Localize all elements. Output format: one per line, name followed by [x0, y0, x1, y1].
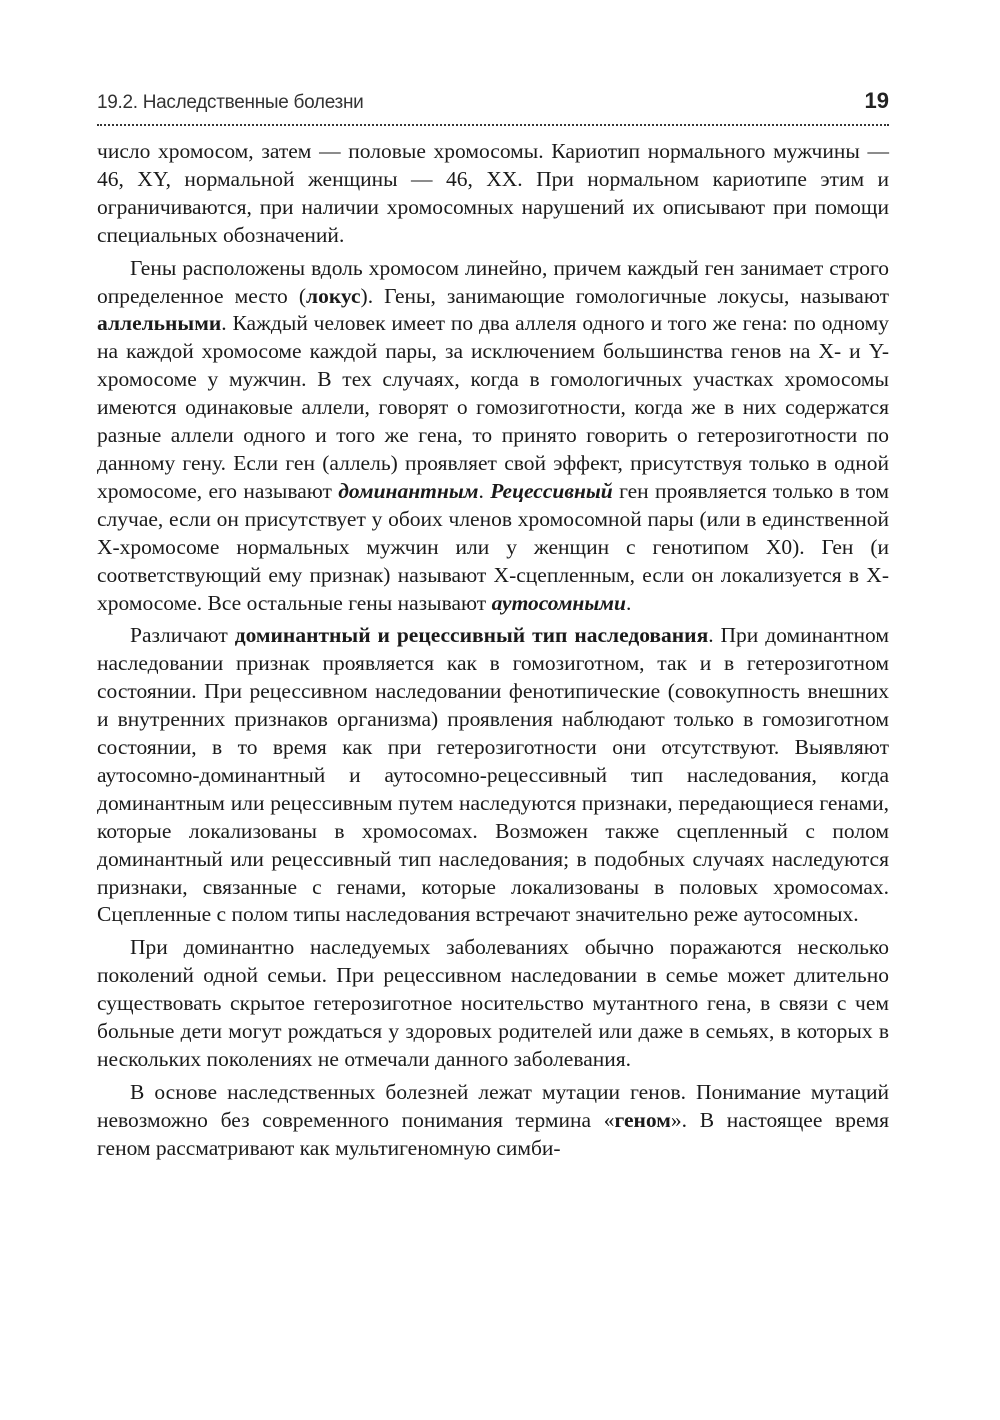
paragraph-text: ген проявляется только в том случае, если он присутствует у обоих членов хромосомной пары (или в единственной X-хромосоме нормальных мужчин или у женщин с генотипом X0). Ген (и соответствующий ему признак) называют X-сцепленным, если он локализуется в X-хромосоме. Все остальные гены называют [97, 478, 889, 615]
paragraph-3 [97, 622, 889, 929]
paragraph-4 [97, 934, 889, 1074]
paragraph-5 [97, 1079, 889, 1163]
paragraph-text: . При доминантном наследовании признак проявляется как в гомозиготном, так и в гетерозиготном состоянии. При рецессивном наследовании фенотипические (совокупность внешних и внутренних признаков организма) проявления наблюдают только в гомозиготном состоянии, в то время как при гетерозиготности они отсутствуют. Выявляют аутосомно-доминантный и аутосомно-рецессивный тип наследования, когда доминантным или рецессивным путем наследуются признаки, передающиеся генами, которые локализованы в хромосомах. Возможен также сцепленный с полом доминантный или рецессивный тип наследования; в подобных случаях наследуются признаки, связанные с генами, которые локализованы в половых хромосомах. Сцепленные с полом типы наследования встречают значительно реже аутосомных. [97, 623, 889, 927]
term-dominant: доминантным [338, 478, 479, 503]
paragraph-text: ). Гены, занимающие гомологичные локусы, называют [360, 283, 889, 308]
paragraph-text: При доминантно наследуемых заболеваниях обычно поражаются несколько поколений одной семьи. При рецессивном наследовании в семье может длительно существовать скрытое гетерозиготное носительство мутантного гена, в связи с чем больные дети могут рождаться у здоровых родителей или даже в семьях, в которых в нескольких поколениях не отмечали данного заболевания. [97, 935, 889, 1071]
term-allelic: аллельными [97, 311, 222, 336]
paragraph-text: ». В настоящее время геном рассматривают как мультигеномную симби- [97, 1107, 890, 1160]
term-locus: локус [306, 283, 361, 308]
running-header [97, 88, 889, 126]
paragraph-text: Гены расположены вдоль хромосом линейно, причем каждый ген занимает строго определенное место ( [97, 255, 889, 308]
section-title: 19.2. Наследственные болезни [97, 92, 364, 113]
paragraph-text: число хромосом, затем — половые хромосомы. Кариотип нормального мужчины — 46, XY, нормальной женщины — 46, XX. При нормальном кариотипе этим и ограничиваются, при наличии хромосомных нарушений их описывают при помощи специальных обозначений. [97, 139, 889, 247]
paragraph-text: . Каждый человек имеет по два аллеля одного и того же гена: по одному на каждой хромосоме каждой пары, за исключением большинства генов на X- и Y-хромосоме у мужчин. В тех случаях, когда в гомологичных участках хромосомы имеются одинаковые аллели, говорят о гомозиготности, когда же в них содержатся разные аллели одного и того же гена, то принято говорить о гетерозиготности по данному гену. Если ген (аллель) проявляет свой эффект, присутствуя только в одной хромосоме, его называют [97, 311, 889, 503]
paragraph-2 [97, 255, 889, 618]
paragraph-text: . [625, 590, 632, 615]
term-inheritance-types: доминантный и рецессивный тип наследования [234, 623, 709, 648]
term-recessive: Рецессивный [490, 478, 613, 503]
paragraph-text: В основе наследственных болезней лежат мутации генов. Понимание мутаций невозможно без современного понимания термина « [97, 1079, 889, 1132]
paragraph-1 [97, 138, 889, 250]
page-number: 19 [864, 88, 889, 113]
paragraph-text: . [478, 478, 491, 503]
body-text [97, 138, 889, 1163]
paragraph-text: Различают [130, 623, 235, 648]
book-page [97, 88, 889, 1163]
term-genome: геном [614, 1107, 671, 1132]
term-autosomal: аутосомными [491, 590, 626, 615]
